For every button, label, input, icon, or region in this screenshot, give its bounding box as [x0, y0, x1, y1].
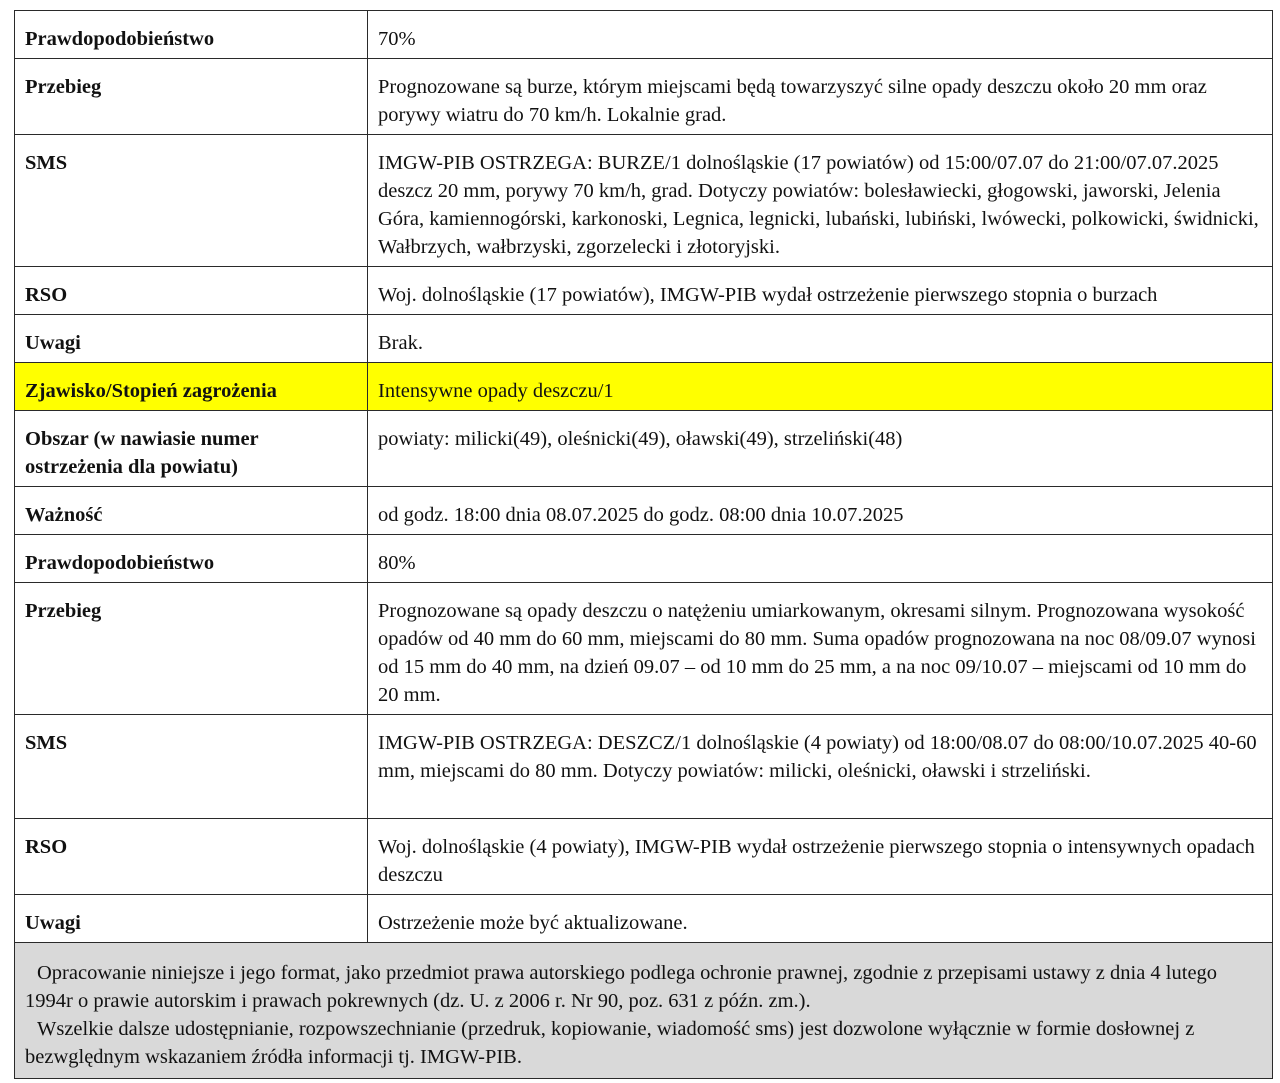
- row-value: Intensywne opady deszczu/1: [368, 363, 1273, 411]
- table-row: [15, 135, 1273, 267]
- row-label: SMS: [15, 135, 368, 267]
- table-row: [15, 11, 1273, 59]
- table-row: [15, 583, 1273, 715]
- row-value: IMGW-PIB OSTRZEGA: BURZE/1 dolnośląskie (17 powiatów) od 15:00/07.07 do 21:00/07.07.2025 deszcz 20 mm, porywy 70 km/h, grad. Dotyczy powiatów: bolesławiecki, głogowski, jaworski, Jelenia Góra, kamiennogórski, karkonoski, Legnica, legnicki, lubański, lubiński, lwówecki, polkowicki, świdnicki, Wałbrzych, wałbrzyski, zgorzelecki i złotoryjski.: [368, 135, 1273, 267]
- row-value: powiaty: milicki(49), oleśnicki(49), oławski(49), strzeliński(48): [368, 411, 1273, 487]
- table-row: [15, 487, 1273, 535]
- row-label: Ważność: [15, 487, 368, 535]
- row-value: Brak.: [368, 315, 1273, 363]
- row-label: Przebieg: [15, 59, 368, 135]
- row-label: Przebieg: [15, 583, 368, 715]
- table-row: [15, 895, 1273, 943]
- row-label: Prawdopodobieństwo: [15, 11, 368, 59]
- row-value: 80%: [368, 535, 1273, 583]
- copyright-footer: [14, 943, 1273, 1079]
- row-value: 70%: [368, 11, 1273, 59]
- row-label: Zjawisko/Stopień zagrożenia: [15, 363, 368, 411]
- row-label: Uwagi: [15, 895, 368, 943]
- distribution-notice: Wszelkie dalsze udostępnianie, rozpowszechnianie (przedruk, kopiowanie, wiadomość sms) jest dozwolone wyłącznie w formie dosłownej z bezwględnym wskazaniem źródła informacji tj. IMGW-PIB.: [25, 1018, 1195, 1068]
- table-row: [15, 715, 1273, 819]
- warning-table: [14, 10, 1273, 943]
- row-value: Prognozowane są burze, którym miejscami będą towarzyszyć silne opady deszczu około 20 mm oraz porywy wiatru do 70 km/h. Lokalnie grad.: [368, 59, 1273, 135]
- table-row: [15, 535, 1273, 583]
- table-row: [15, 59, 1273, 135]
- warning-document: [14, 10, 1273, 1079]
- table-row: [15, 411, 1273, 487]
- table-row: [15, 819, 1273, 895]
- row-value: Prognozowane są opady deszczu o natężeniu umiarkowanym, okresami silnym. Prognozowana wysokość opadów od 40 mm do 60 mm, miejscami do 80 mm. Suma opadów prognozowana na noc 08/09.07 wynosi od 15 mm do 40 mm, na dzień 09.07 – od 10 mm do 25 mm, a na noc 09/10.07 – miejscami od 10 mm do 20 mm.: [368, 583, 1273, 715]
- table-row: [15, 315, 1273, 363]
- row-label: SMS: [15, 715, 368, 819]
- row-value: Woj. dolnośląskie (4 powiaty), IMGW-PIB wydał ostrzeżenie pierwszego stopnia o intensywnych opadach deszczu: [368, 819, 1273, 895]
- row-label: RSO: [15, 267, 368, 315]
- row-value: Ostrzeżenie może być aktualizowane.: [368, 895, 1273, 943]
- copyright-notice: Opracowanie niniejsze i jego format, jako przedmiot prawa autorskiego podlega ochronie prawnej, zgodnie z przepisami ustawy z dnia 4 lutego 1994r o prawie autorskim i prawach pokrewnych (dz. U. z 2006 r. Nr 90, poz. 631 z późn. zm.).: [25, 962, 1218, 1012]
- row-label: RSO: [15, 819, 368, 895]
- row-label: Prawdopodobieństwo: [15, 535, 368, 583]
- row-value: Woj. dolnośląskie (17 powiatów), IMGW-PIB wydał ostrzeżenie pierwszego stopnia o burzach: [368, 267, 1273, 315]
- row-value: IMGW-PIB OSTRZEGA: DESZCZ/1 dolnośląskie (4 powiaty) od 18:00/08.07 do 08:00/10.07.2025 40-60 mm, miejscami do 80 mm. Dotyczy powiatów: milicki, oleśnicki, oławski i strzeliński.: [368, 715, 1273, 819]
- row-label: Obszar (w nawiasie numer ostrzeżenia dla powiatu): [15, 411, 368, 487]
- table-row: [15, 267, 1273, 315]
- row-value: od godz. 18:00 dnia 08.07.2025 do godz. 08:00 dnia 10.07.2025: [368, 487, 1273, 535]
- table-row-highlighted: [15, 363, 1273, 411]
- row-label: Uwagi: [15, 315, 368, 363]
